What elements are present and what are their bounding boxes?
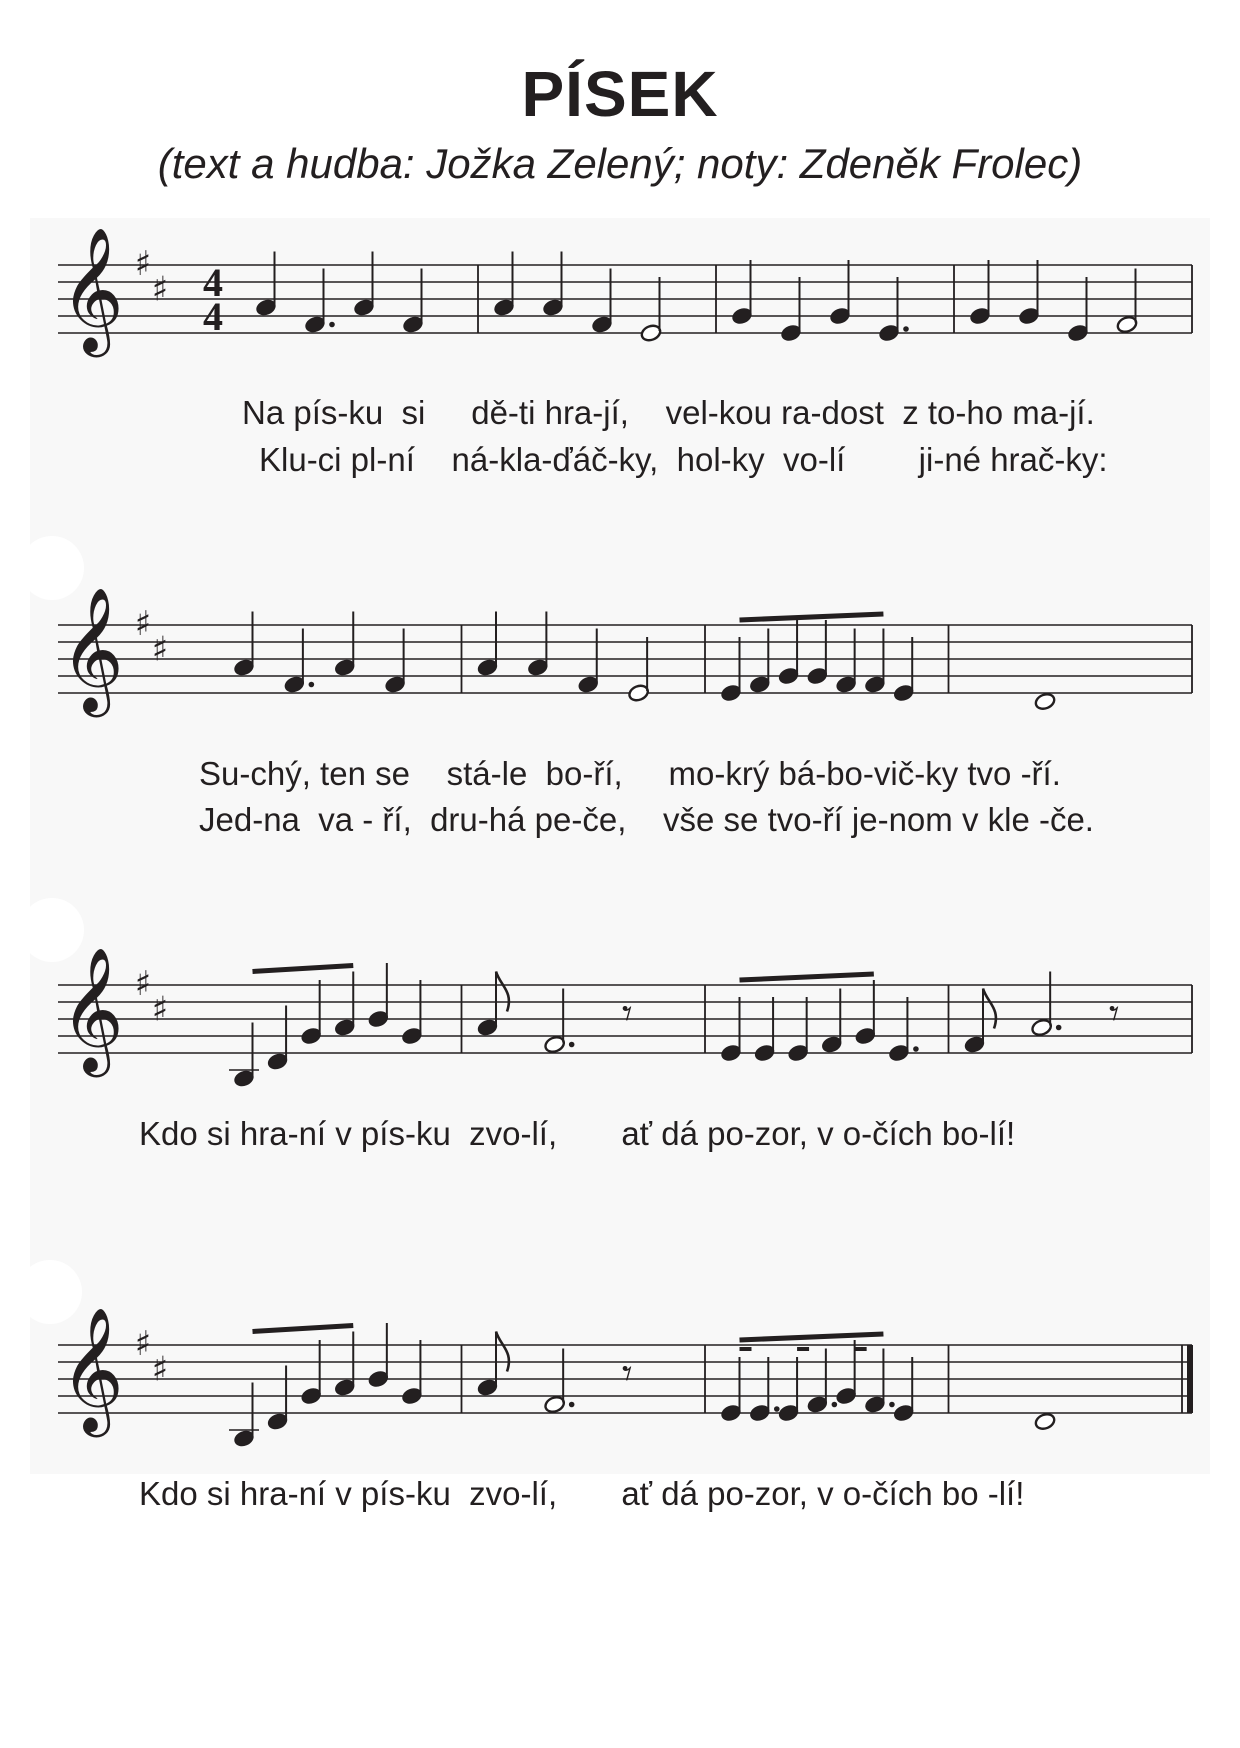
- note-head: [1034, 1412, 1057, 1432]
- sharp-icon: ♯: [151, 1349, 169, 1390]
- sharp-icon: ♯: [134, 1324, 152, 1364]
- dot: [832, 1402, 838, 1408]
- time-signature-digit: 4: [203, 260, 223, 305]
- lyrics-line-2-verse-1: Su-chý, ten se stá-le bo-ří, mo-krý bá-bo-vič-ky tvo -ří.: [199, 755, 1061, 792]
- page-title: PÍSEK: [521, 58, 719, 130]
- beam: [740, 1334, 884, 1340]
- treble-clef-icon: 𝄞: [60, 227, 124, 352]
- lyrics-line-2-verse-2: Jed-na va - ří, dru-há pe-če, vše se tvo-ří je-nom v kle -če.: [199, 801, 1094, 838]
- eighth-rest-icon: 𝄾: [621, 1351, 633, 1397]
- eighth-rest-icon: 𝄾: [621, 991, 633, 1037]
- treble-clef-icon: 𝄞: [60, 1307, 124, 1432]
- staff-system-3: [0, 915, 1240, 1075]
- sharp-icon: ♯: [134, 604, 152, 644]
- credits-subtitle: (text a hudba: Jožka Zelený; noty: Zdeněk Frolec): [157, 140, 1083, 187]
- dot: [309, 682, 315, 688]
- note-flag: [983, 989, 996, 1029]
- dot: [569, 1402, 575, 1408]
- beam: [253, 966, 354, 972]
- dot: [903, 326, 909, 332]
- note-head: [1034, 692, 1057, 712]
- dot: [774, 1406, 780, 1412]
- sharp-icon: ♯: [134, 244, 152, 284]
- dot: [569, 1042, 575, 1048]
- note-flag: [496, 1332, 509, 1372]
- dot: [329, 322, 335, 328]
- sharp-icon: ♯: [151, 989, 169, 1030]
- beam: [740, 614, 884, 620]
- treble-clef-icon: 𝄞: [60, 947, 124, 1072]
- lyrics-line-1-verse-1: Na pís-ku si dě-ti hra-jí, vel-kou ra-dost z to-ho ma-jí.: [242, 394, 1095, 431]
- lyrics-line-1-verse-2: Klu-ci pl-ní ná-kla-ďáč-ky, hol-ky vo-lí ji-né hrač-ky:: [259, 441, 1108, 478]
- sharp-icon: ♯: [134, 964, 152, 1004]
- dot: [1056, 1025, 1062, 1031]
- sharp-icon: ♯: [151, 629, 169, 670]
- eighth-rest-icon: 𝄾: [1108, 991, 1120, 1037]
- note-flag: [496, 972, 509, 1012]
- lyrics-line-4: Kdo si hra-ní v pís-ku zvo-lí, ať dá po-zor, v o-čích bo -lí!: [139, 1475, 1025, 1512]
- beam: [740, 974, 874, 980]
- dot: [889, 1402, 895, 1408]
- sharp-icon: ♯: [151, 269, 169, 310]
- lyrics-line-3: Kdo si hra-ní v pís-ku zvo-lí, ať dá po-zor, v o-čích bo-lí!: [139, 1115, 1016, 1152]
- staff-system-1: [0, 195, 1240, 355]
- beam: [253, 1326, 354, 1332]
- staff-system-2: [0, 555, 1240, 715]
- staff-system-4: [0, 1275, 1240, 1435]
- treble-clef-icon: 𝄞: [60, 587, 124, 712]
- dot: [913, 1046, 919, 1052]
- time-signature-digit: 4: [203, 294, 223, 339]
